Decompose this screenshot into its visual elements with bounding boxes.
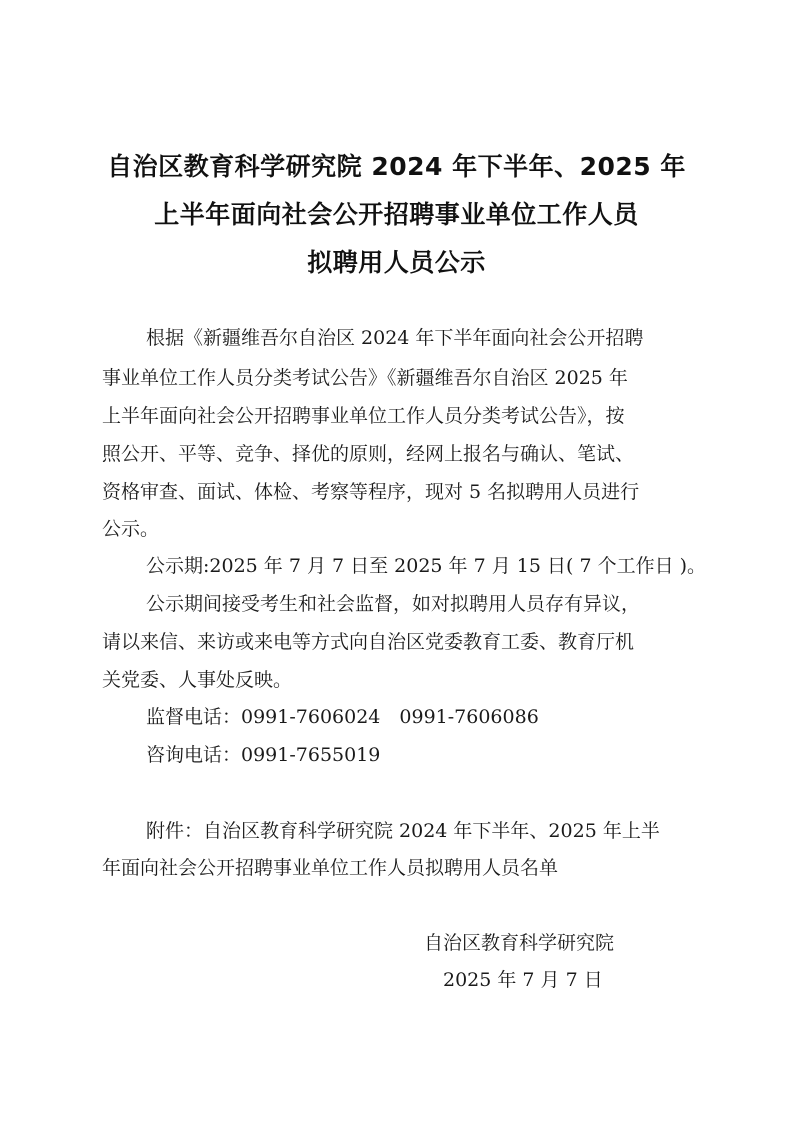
inquiry-phone: 咨询电话：0991-7655019 [146,744,381,766]
title-line-2: 上半年面向社会公开招聘事业单位工作人员 [154,200,639,229]
paragraph-1-line: 事业单位工作人员分类考试公告》《新疆维吾尔自治区 2025 年 [102,367,628,389]
paragraph-1-line: 资格审查、面试、体检、考察等程序，现对 5 名拟聘用人员进行 [102,481,640,503]
paragraph-1-line: 照公开、平等、竞争、择优的原则，经网上报名与确认、笔试、 [102,443,635,465]
attachment-line: 附件：自治区教育科学研究院 2024 年下半年、2025 年上半 [146,820,660,842]
paragraph-3-line: 请以来信、来访或来电等方式向自治区党委教育工委、教育厅机 [102,631,635,653]
attachment-line: 年面向社会公开招聘事业单位工作人员拟聘用人员名单 [102,857,559,879]
paragraph-3-line: 公示期间接受考生和社会监督，如对拟聘用人员存有异议， [146,593,641,615]
title-line-3: 拟聘用人员公示 [307,248,486,277]
supervision-phone: 监督电话：0991-7606024 0991-7606086 [146,706,539,728]
paragraph-3-line: 关党委、人事处反映。 [102,669,293,691]
paragraph-1-line: 根据《新疆维吾尔自治区 2024 年下半年面向社会公开招聘 [146,327,644,349]
paragraph-1-line: 公示。 [102,518,160,540]
paragraph-1-line: 上半年面向社会公开招聘事业单位工作人员分类考试公告》，按 [102,405,625,427]
signature-date: 2025 年 7 月 7 日 [443,969,603,991]
signature-org: 自治区教育科学研究院 [424,932,615,954]
publicity-period: 公示期:2025 年 7 月 7 日至 2025 年 7 月 15 日( 7 个工作日 )。 [146,555,707,577]
title-line-1: 自治区教育科学研究院 2024 年下半年、2025 年 [107,152,686,181]
